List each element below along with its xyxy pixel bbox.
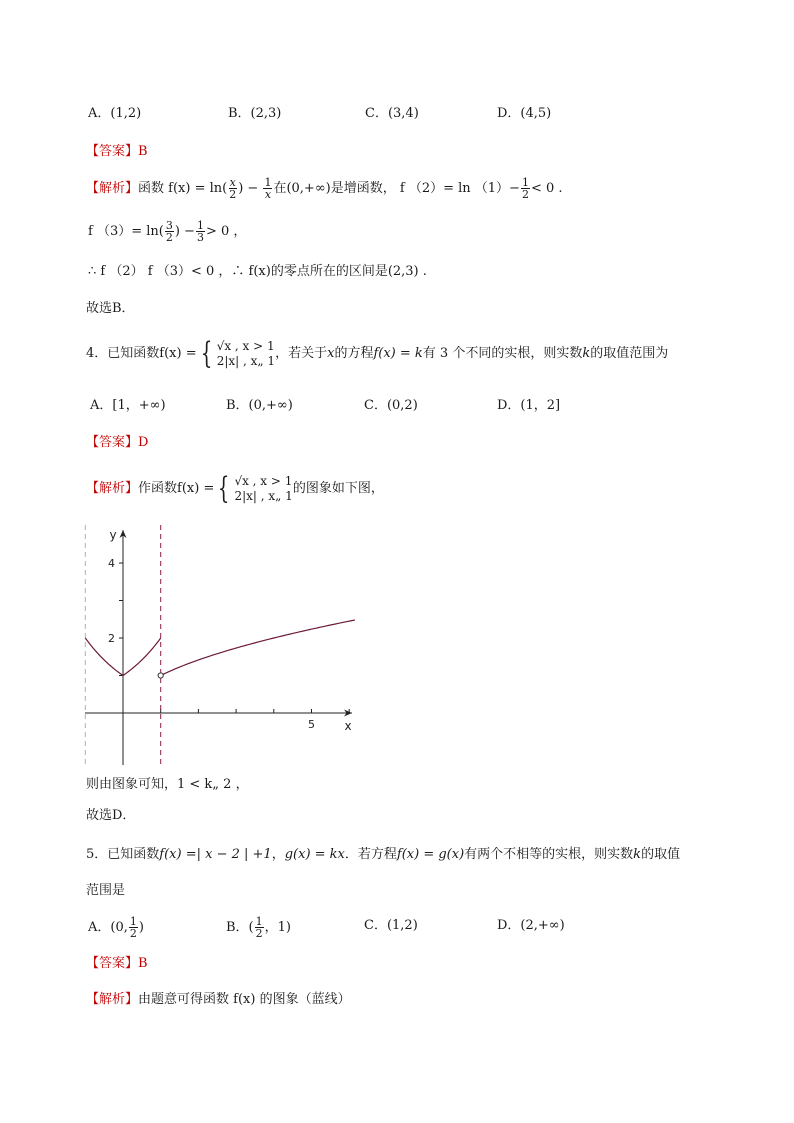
q4-stem: 4．已知函数f(x) = { √x , x > 1 2|x| , x„ 1 ，若关于x的方程f(x) = k有 3 个不同的实根，则实数k的取值范围为 [86,335,669,371]
q3-option-b: B．(2,3) [228,106,282,121]
q5-option-c: C．(1,2) [364,918,418,933]
q5-option-a: A．(0, $\frac{1}{2}$ ) [88,915,144,940]
q4-option-c: C．(0,2) [364,398,418,413]
piecewise-function: { √x , x > 1 2|x| , x„ 1 [200,335,276,371]
answer-value: B [138,144,148,159]
q5-option-b: B．( $\frac{1}{2}$ ，1) [226,915,291,940]
answer-tag: 【答案】 [86,956,139,971]
q3-analysis-line1: 【解析】函数 f(x) = ln( $\frac{x}{2}$ ) − $\frac{1}{x}$ 在(0,+∞)是增函数， f （2）= ln （1）− $\frac{1}{2}$ < 0 . [86,176,563,201]
answer-tag: 【答案】 [86,144,139,159]
analysis-tag: 【解析】 [86,181,139,196]
q4-answer [86,433,148,453]
q4-conclusion: 故选D． [86,808,136,823]
function-graph [80,520,370,770]
y-tick-label: 4 [108,557,115,570]
curve-sqrt-x [161,620,355,676]
q3-analysis-line2: f （3）= ln( $\frac{3}{2}$ ) − $\frac{1}{3}$ > 0 ， [88,219,247,244]
open-point [158,673,163,678]
q3-answer [86,142,148,162]
q3-conclusion: 故选B． [86,301,135,316]
q4-analysis: 【解析】作函数f(x) = { √x , x > 1 2|x| , x„ 1 的图象如下图， [86,470,384,506]
q4-option-d: D．(1，2] [497,398,561,413]
q3-option-a: A．(1,2) [88,106,142,121]
q3-option-c: C．(3,4) [365,106,419,121]
analysis-tag: 【解析】 [86,992,139,1007]
question-number: 4． [86,346,108,361]
q5-analysis: 【解析】由题意可得函数 f(x) 的图象（蓝线） [86,992,351,1007]
question-number: 5． [86,847,108,862]
x-tick-label: 5 [308,718,315,731]
q5-answer [86,954,148,974]
answer-value: D [138,435,149,450]
q5-stem-line1: 5．已知函数f(x) =| x − 2 | +1，g(x) = kx．若方程f(x) = g(x)有两个不相等的实根，则实数k的取值 [86,847,681,862]
analysis-tag: 【解析】 [86,481,139,496]
y-axis-label: y [109,528,117,542]
piecewise-function: { √x , x > 1 2|x| , x„ 1 [218,470,293,506]
q5-option-d: D．(2,+∞) [497,918,565,933]
answer-value: B [138,956,148,971]
q4-conclusion-line: 则由图象可知，1 < k„ 2 ， [86,777,249,792]
y-tick-label: 2 [108,632,115,645]
q3-option-d: D．(4,5) [497,106,552,121]
q4-option-a: A．[1，+∞) [90,398,166,413]
x-axis-label: x [344,719,352,733]
answer-tag: 【答案】 [86,435,139,450]
q4-option-b: B．(0,+∞) [226,398,293,413]
q3-analysis-line3: ∴ f （2） f （3）< 0 ，∴ f(x)的零点所在的区间是(2,3) . [88,264,427,279]
q5-stem-line2: 范围是 [86,883,126,898]
